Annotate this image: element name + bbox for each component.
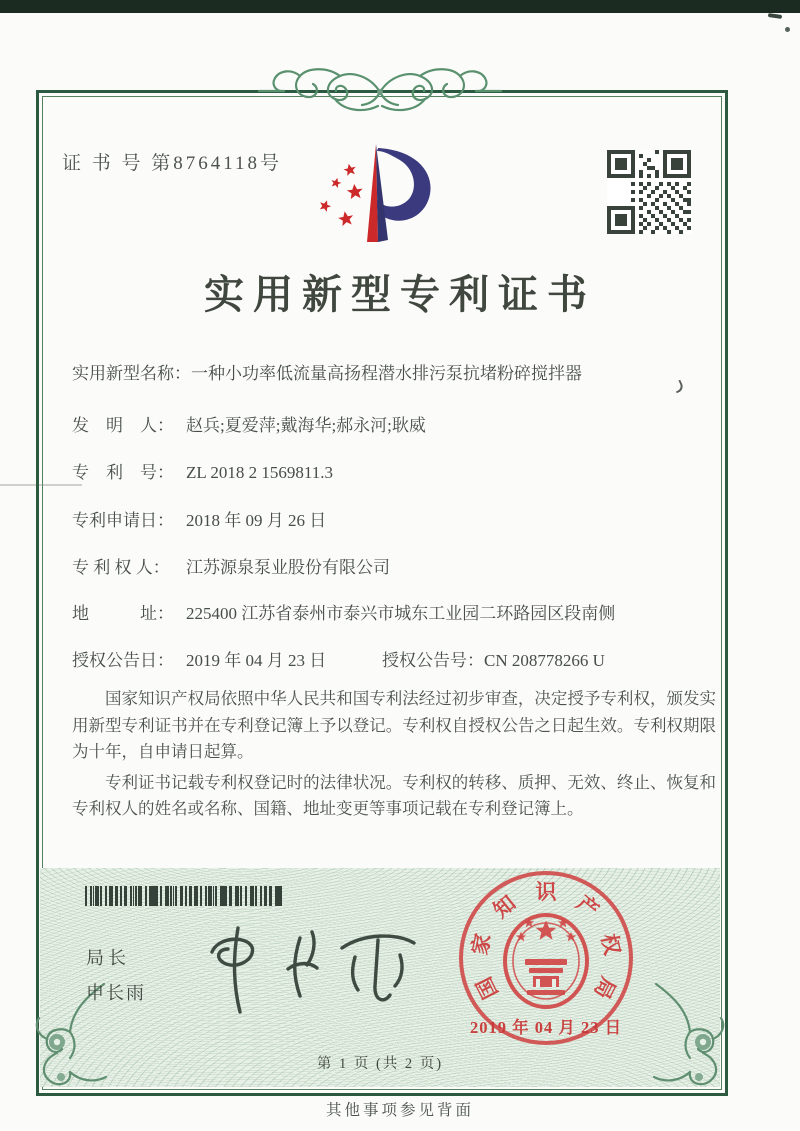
legal-paragraph: 国家知识产权局依照中华人民共和国专利法经过初步审查，决定授予专利权，颁发实用新型专利证书并在专利登记簿上予以登记。专利权自授权公告之日起生效。专利权期限为十年，自申请日起算。	[72, 689, 716, 761]
field-label: 授权公告号：	[382, 651, 484, 670]
scan-speck	[785, 27, 790, 32]
scan-speck	[768, 13, 782, 19]
corner-flourish-icon	[652, 982, 730, 1090]
barcode-icon	[85, 886, 285, 906]
field-value: ZL 2018 2 1569811.3	[186, 463, 334, 482]
field-row-patent-no	[72, 461, 722, 484]
field-row-address	[72, 602, 722, 625]
top-ornament-flourish	[258, 66, 502, 116]
seal-date: 2019 年 04 月 23 日	[469, 1018, 623, 1037]
field-label: 地 址：	[72, 604, 174, 623]
legal-paragraph: 专利证书记载专利权登记时的法律状况。专利权的转移、质押、无效、终止、恢复和专利权人的姓名或名称、国籍、地址变更等事项记载在专利登记簿上。	[72, 772, 716, 818]
field-row-grant	[72, 649, 722, 672]
field-value: 2019 年 04 月 23 日	[186, 651, 327, 670]
director-name-label: 申长雨	[86, 983, 146, 1003]
field-label: 专 利 号：	[72, 463, 174, 482]
director-title-label: 局长	[86, 948, 130, 968]
director-signature	[192, 908, 424, 1026]
field-row-name	[72, 362, 722, 385]
field-value: 2018 年 09 月 26 日	[186, 511, 327, 530]
scan-artifact-top-bar	[0, 0, 800, 13]
field-label: 发 明 人：	[72, 416, 174, 435]
field-value: 一种小功率低流量高扬程潜水排污泵抗堵粉碎搅拌器	[191, 364, 582, 383]
official-seal: 国 家 知 识 产 权 局	[459, 871, 633, 1045]
qr-code-icon	[607, 150, 691, 234]
national-emblem-icon	[501, 909, 591, 1009]
legal-text	[72, 686, 716, 827]
field-label: 授权公告日：	[72, 651, 174, 670]
field-row-filing-date	[72, 509, 722, 532]
page-number: 第 1 页 (共 2 页)	[316, 1056, 444, 1072]
certificate-title: 实用新型专利证书	[204, 272, 596, 317]
cnipa-logo-icon	[312, 138, 448, 256]
field-label: 实用新型名称：	[72, 364, 191, 383]
back-side-note: 其他事项参见背面	[325, 1102, 474, 1119]
field-row-inventor	[72, 414, 722, 437]
field-label: 专 利 权 人：	[72, 558, 170, 577]
field-value: CN 208778266 U	[484, 651, 605, 670]
field-value: 江苏源泉泵业股份有限公司	[186, 558, 390, 577]
certificate-number: 证 书 号 第8764118号	[62, 153, 283, 174]
field-row-patentee	[72, 556, 722, 579]
field-value: 赵兵;夏爱萍;戴海华;郝永河;耿威	[186, 416, 426, 435]
field-label: 专利申请日：	[72, 511, 174, 530]
field-value: 225400 江苏省泰州市泰兴市城东工业园二环路园区段南侧	[186, 604, 616, 623]
